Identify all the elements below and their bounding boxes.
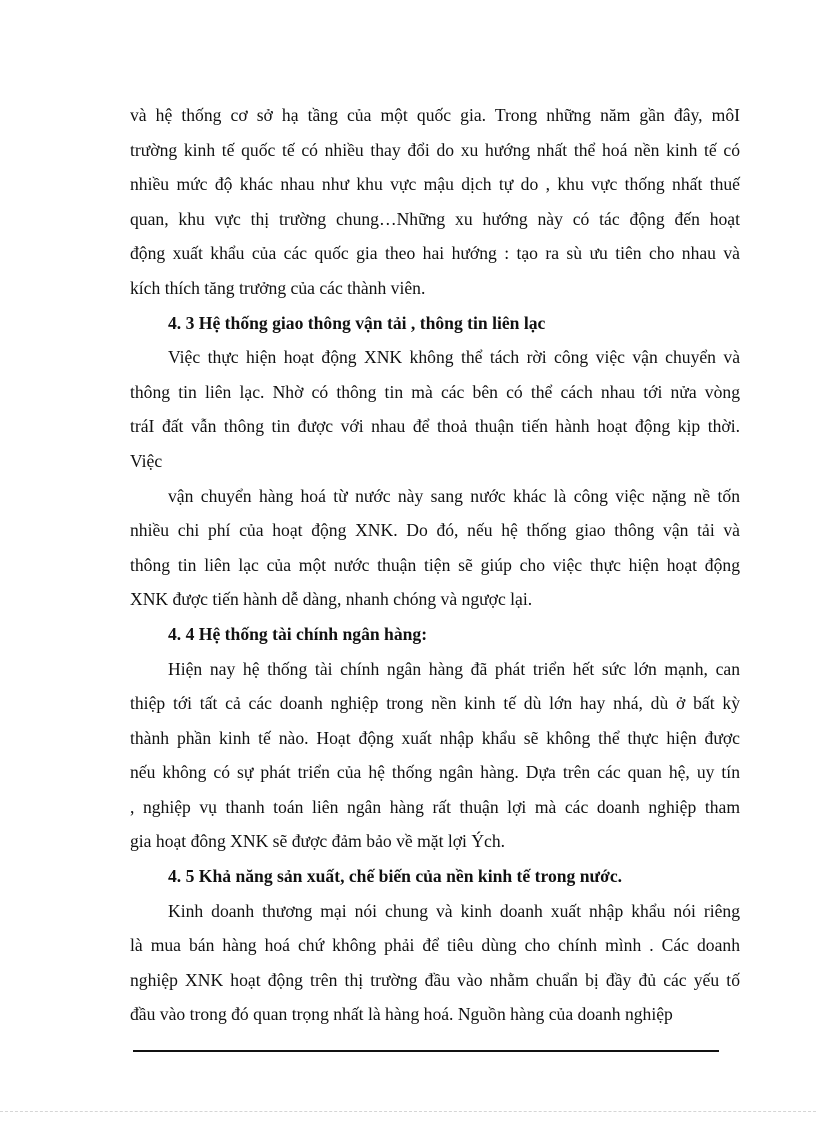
text-line: nghiệp XNK hoạt động trên thị trường đầu vào nhằm chuẩn bị đầy đủ các yếu tố (130, 969, 740, 990)
text-line: trường kinh tế quốc tế có nhiều thay đổi do xu hướng nhất thể hoá nền kinh tế có (130, 139, 740, 160)
text-line: Kinh doanh thương mại nói chung và kinh doanh xuất nhập khẩu nói riêng (168, 900, 740, 921)
text-line: vận chuyển hàng hoá từ nước này sang nước khác là công việc nặng nề tốn (168, 485, 740, 506)
text-line: động xuất khẩu của các quốc gia theo hai hướng : tạo ra sù ưu tiên cho nhau và (130, 243, 740, 264)
section-heading-4-5: 4. 5 Khả năng sản xuất, chế biến của nền kinh tế trong nước. (168, 866, 623, 887)
page-edge-divider (0, 1111, 816, 1112)
text-line: thành phần kinh tế nào. Hoạt động xuất nhập khẩu sẽ không thể thực hiện được (130, 727, 740, 748)
text-line: , nghiệp vụ thanh toán liên ngân hàng rất thuận lợi mà các doanh nghiệp tham (130, 796, 740, 817)
text-line: Việc thực hiện hoạt động XNK không thể tách rời công việc vận chuyển và (168, 347, 740, 368)
text-line: nếu không có sự phát triển của hệ thống ngân hàng. Dựa trên các quan hệ, uy tín (130, 762, 740, 783)
section-heading-4-3: 4. 3 Hệ thống giao thông vận tải , thông tin liên lạc (168, 312, 546, 333)
text-line: và hệ thống cơ sở hạ tầng của một quốc gia. Trong những năm gần đây, môI (130, 105, 740, 125)
body-text (130, 98, 740, 1032)
text-line: nhiều chi phí của hoạt động XNK. Do đó, nếu hệ thống giao thông vận tải và (130, 520, 740, 541)
text-line: thiệp tới tất cả các doanh nghiệp trong nền kinh tế dù lớn hay nhá, dù ở bất kỳ (130, 693, 740, 714)
text-line: XNK được tiến hành dễ dàng, nhanh chóng và ngược lại. (130, 589, 533, 610)
text-line: nhiều mức độ khác nhau như khu vực mậu dịch tự do , khu vực thống nhất thuế (130, 174, 740, 195)
section-heading-4-4: 4. 4 Hệ thống tài chính ngân hàng: (168, 623, 428, 644)
text-line: quan, khu vực thị trường chung…Những xu hướng này có tác động đến hoạt (130, 208, 740, 229)
text-line: gia hoạt đông XNK sẽ được đảm bảo về mặt lợi Ých. (130, 831, 506, 852)
footer-rule (133, 1050, 719, 1052)
text-line: thông tin liên lạc của một nước thuận tiện sẽ giúp cho việc thực hiện hoạt động (130, 554, 740, 575)
text-line: thông tin liên lạc. Nhờ có thông tin mà các bên có thể cách nhau tới nửa vòng (130, 381, 740, 402)
text-line: Hiện nay hệ thống tài chính ngân hàng đã phát triển hết sức lớn mạnh, can (168, 658, 740, 679)
text-line: là mua bán hàng hoá chứ không phải để tiêu dùng cho chính mình . Các doanh (130, 935, 740, 956)
text-line: tráI đất vẫn thông tin được với nhau để thoả thuận tiến hành hoạt động kịp thời. (130, 416, 740, 437)
text-line: Việc (130, 450, 163, 471)
text-line: kích thích tăng trưởng của các thành viên. (130, 277, 426, 298)
text-line: đầu vào trong đó quan trọng nhất là hàng hoá. Nguồn hàng của doanh nghiệp (130, 1004, 673, 1025)
